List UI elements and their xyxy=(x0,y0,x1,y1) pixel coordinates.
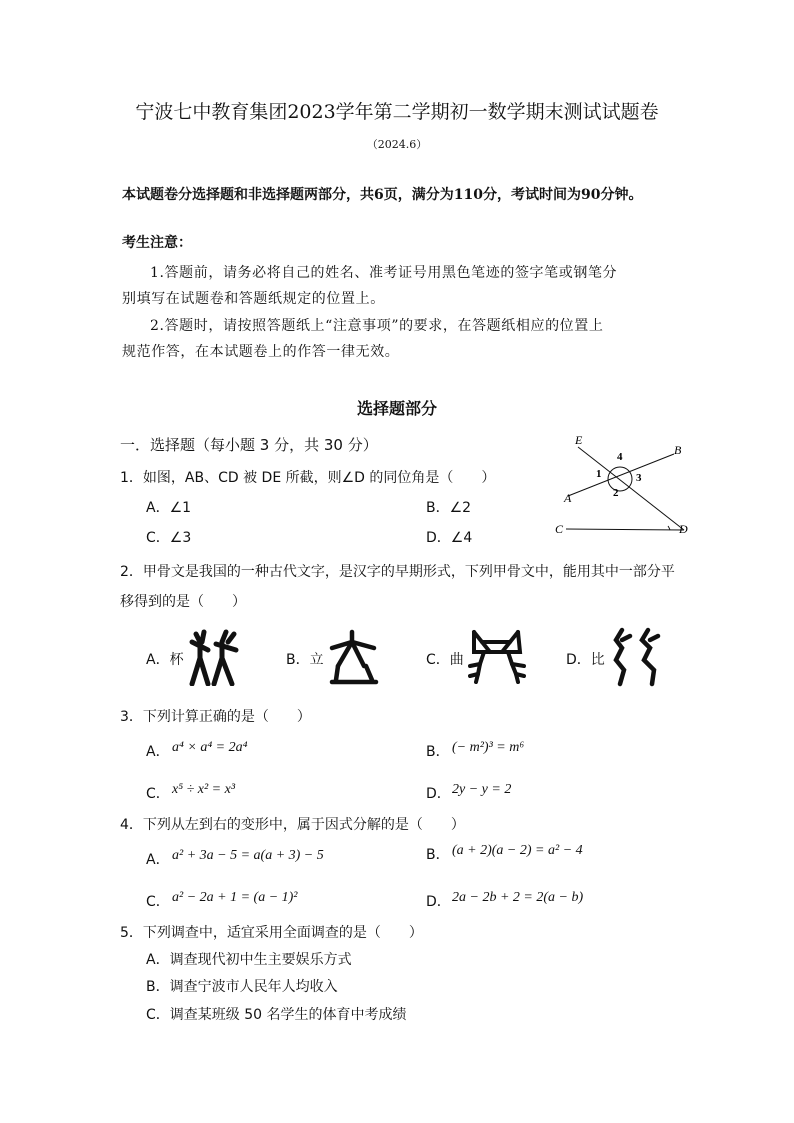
notice-item-2-line-1: 2.答题时，请按照答题纸上“注意事项”的要求，在答题纸相应的位置上 xyxy=(150,318,604,334)
q5-option-c: C．调查某班级 50 名学生的体育中考成绩 xyxy=(146,1007,407,1023)
label-angle-4: 4 xyxy=(617,451,623,463)
q3-option-b-label: B． xyxy=(426,744,450,760)
q4-stem: 4．下列从左到右的变形中，属于因式分解的是（ ） xyxy=(120,817,465,833)
section-title: 选择题部分 xyxy=(356,399,437,418)
q2-stem-line-1: 2．甲骨文是我国的一种古代文字，是汉字的早期形式，下列甲骨文中，能用其中一部分平 xyxy=(120,564,675,580)
q5-option-a: A．调查现代初中生主要娱乐方式 xyxy=(146,952,352,968)
q3-option-c-label: C． xyxy=(146,786,170,802)
q3-option-d-expr: 2y − y = 2 xyxy=(452,782,512,797)
q3-option-a-label: A． xyxy=(146,744,170,760)
q2-option-a: A．杯 xyxy=(146,652,184,668)
q2-option-d: D．比 xyxy=(566,652,605,668)
exam-intro: 本试题卷分选择题和非选择题两部分，共6页，满分为110分，考试时间为90分钟。 xyxy=(122,187,643,203)
q1-option-c: C．∠3 xyxy=(146,530,192,546)
q1-option-a: A．∠1 xyxy=(146,500,192,516)
label-angle-3: 3 xyxy=(636,472,642,484)
q4-option-c-expr: a² − 2a + 1 = (a − 1)² xyxy=(172,890,298,905)
oracle-li-icon xyxy=(328,628,380,686)
label-D: D xyxy=(679,522,688,536)
label-E: E xyxy=(575,433,583,447)
q1-stem: 1．如图，AB、CD 被 DE 所截，则∠D 的同位角是（ ） xyxy=(120,470,496,486)
q3-option-b-expr: (− m²)³ = m⁶ xyxy=(452,740,525,755)
q1-geometry-figure xyxy=(548,430,698,542)
q5-stem: 5．下列调查中，适宜采用全面调查的是（ ） xyxy=(120,925,423,941)
label-angle-2: 2 xyxy=(613,487,619,499)
q1-option-b: B．∠2 xyxy=(426,500,472,516)
line-CD xyxy=(566,529,684,530)
q2-stem-line-2: 移得到的是（ ） xyxy=(120,594,246,610)
label-B: B xyxy=(674,443,682,457)
q2-option-b: B．立 xyxy=(286,652,324,668)
label-A: A xyxy=(564,491,572,505)
q2-option-c: C．曲 xyxy=(426,652,464,668)
q4-option-b-expr: (a + 2)(a − 2) = a² − 4 xyxy=(452,843,583,858)
q3-option-c-expr: x⁵ ÷ x² = x³ xyxy=(172,782,236,797)
line-ED xyxy=(578,447,684,530)
q5-option-b: B．调查宁波市人民年人均收入 xyxy=(146,979,338,995)
exam-date: （2024.6） xyxy=(366,138,428,151)
label-C: C xyxy=(555,522,564,536)
notice-item-2-line-2: 规范作答，在本试题卷上的作答一律无效。 xyxy=(122,344,400,360)
q4-option-d-expr: 2a − 2b + 2 = 2(a − b) xyxy=(452,890,584,905)
q4-option-b-label: B． xyxy=(426,847,450,863)
q3-stem: 3．下列计算正确的是（ ） xyxy=(120,709,311,725)
oracle-bi-icon xyxy=(608,626,664,688)
exam-title: 宁波七中教育集团2023学年第二学期初一数学期末测试试题卷 xyxy=(135,101,659,123)
q3-option-d-label: D． xyxy=(426,786,451,802)
notice-item-1-line-2: 别填写在试题卷和答题纸规定的位置上。 xyxy=(122,291,385,307)
q3-option-a-expr: a⁴ × a⁴ = 2a⁴ xyxy=(172,740,248,755)
label-angle-1: 1 xyxy=(596,468,602,480)
part1-heading: 一．选择题（每小题 3 分，共 30 分） xyxy=(120,436,378,454)
q4-option-d-label: D． xyxy=(426,894,451,910)
notice-item-1-line-1: 1.答题前，请务必将自己的姓名、准考证号用黑色笔迹的签字笔或钢笔分 xyxy=(150,265,618,281)
notice-heading: 考生注意： xyxy=(122,235,192,251)
q4-option-a-label: A． xyxy=(146,852,170,868)
q1-option-d: D．∠4 xyxy=(426,530,473,546)
oracle-qu-icon xyxy=(468,628,526,686)
q4-option-a-expr: a² + 3a − 5 = a(a + 3) − 5 xyxy=(172,848,324,863)
oracle-bei-icon xyxy=(188,628,244,686)
q4-option-c-label: C． xyxy=(146,894,170,910)
